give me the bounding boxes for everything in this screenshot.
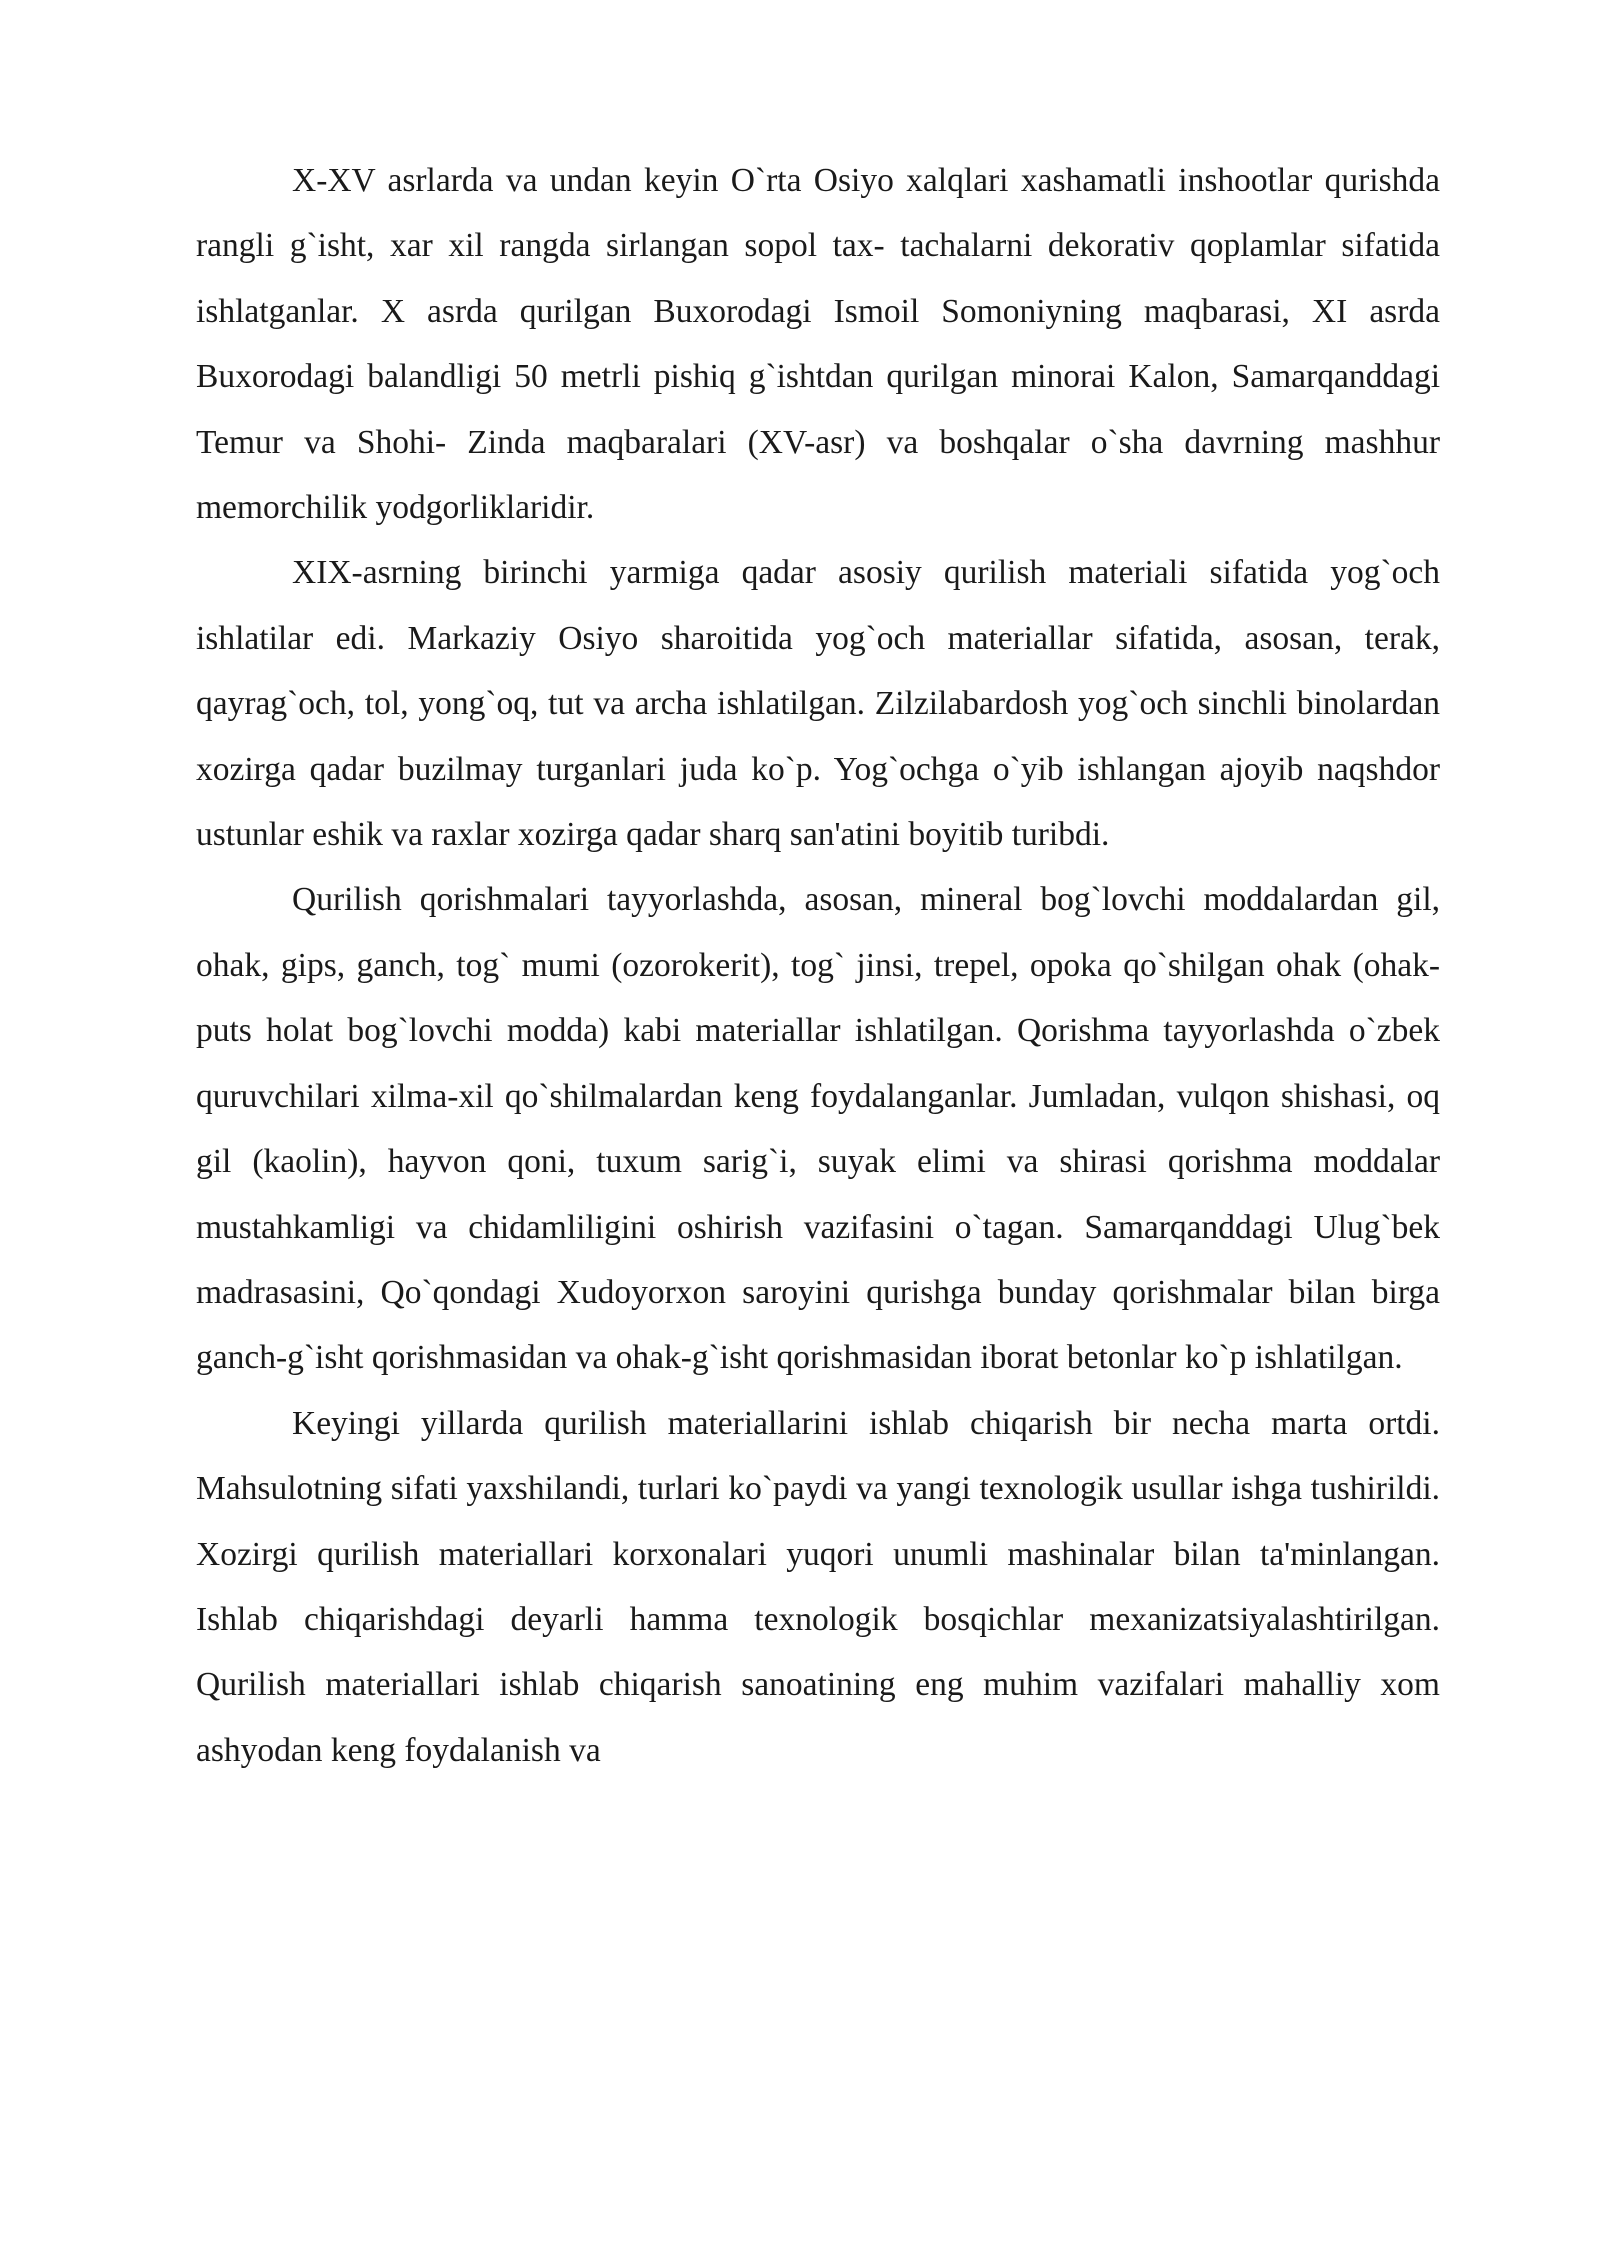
paragraph-1: X-XV asrlarda va undan keyin O`rta Osiyo xalqlari xashamatli inshootlar qurishda rangli g`isht, xar xil rangda sirlangan sopol tax- tachalarni dekorativ qoplamlar sifatida ishlatganlar. X asrda qurilgan Buxorodagi Ismoil Somoniyning maqbarasi, XI asrda Buxorodagi balandligi 50 metrli pishiq g`ishtdan qurilgan minorai Kalon, Samarqanddagi Temur va Shohi- Zinda maqbaralari (XV-asr) va boshqalar o`sha davrning mashhur memorchilik yodgorliklaridir. bbox=[196, 162, 1440, 527]
paragraph-2: XIX-asrning birinchi yarmiga qadar asosiy qurilish materiali sifatida yog`och ishlatilar edi. Markaziy Osiyo sharoitida yog`och materiallar sifatida, asosan, terak, qayrag`och, tol, yong`oq, tut va archa ishlatilgan. Zilzilabardosh yog`och sinchli binolardan xozirga qadar buzilmay turganlari juda ko`p. Yog`ochga o`yib ishlangan ajoyib naqshdor ustunlar eshik va raxlar xozirga qadar sharq san'atini boyitib turibdi. bbox=[196, 554, 1440, 854]
document-page bbox=[196, 148, 1440, 1783]
paragraph-4: Keyingi yillarda qurilish materiallarini ishlab chiqarish bir necha marta ortdi. Mahsulotning sifati yaxshilandi, turlari ko`paydi va yangi texnologik usullar ishga tushirildi. Xozirgi qurilish materiallari korxonalari yuqori unumli mashinalar bilan ta'minlangan. Ishlab chiqarishdagi deyarli hamma texnologik bosqichlar mexanizatsiyalashtirilgan. Qurilish materiallari ishlab chiqarish sanoatining eng muhim vazifalari mahalliy xom ashyodan keng foydalanish va bbox=[196, 1404, 1440, 1769]
paragraph-3: Qurilish qorishmalari tayyorlashda, asosan, mineral bog`lovchi moddalardan gil, ohak, gips, ganch, tog` mumi (ozorokerit), tog` jinsi, trepel, opoka qo`shilgan ohak (ohak-puts holat bog`lovchi modda) kabi materiallar ishlatilgan. Qorishma tayyorlashda o`zbek quruvchilari xilma-xil qo`shilmalardan keng foydalanganlar. Jumladan, vulqon shishasi, oq gil (kaolin), hayvon qoni, tuxum sarig`i, suyak elimi va shirasi qorishma moddalar mustahkamligi va chidamliligini oshirish vazifasini o`tagan. Samarqanddagi Ulug`bek madrasasini, Qo`qondagi Xudoyorxon saroyini qurishga bunday qorishmalar bilan birga ganch-g`isht qorishmasidan va ohak-g`isht qorishmasidan iborat betonlar ko`p ishlatilgan. bbox=[196, 881, 1440, 1377]
